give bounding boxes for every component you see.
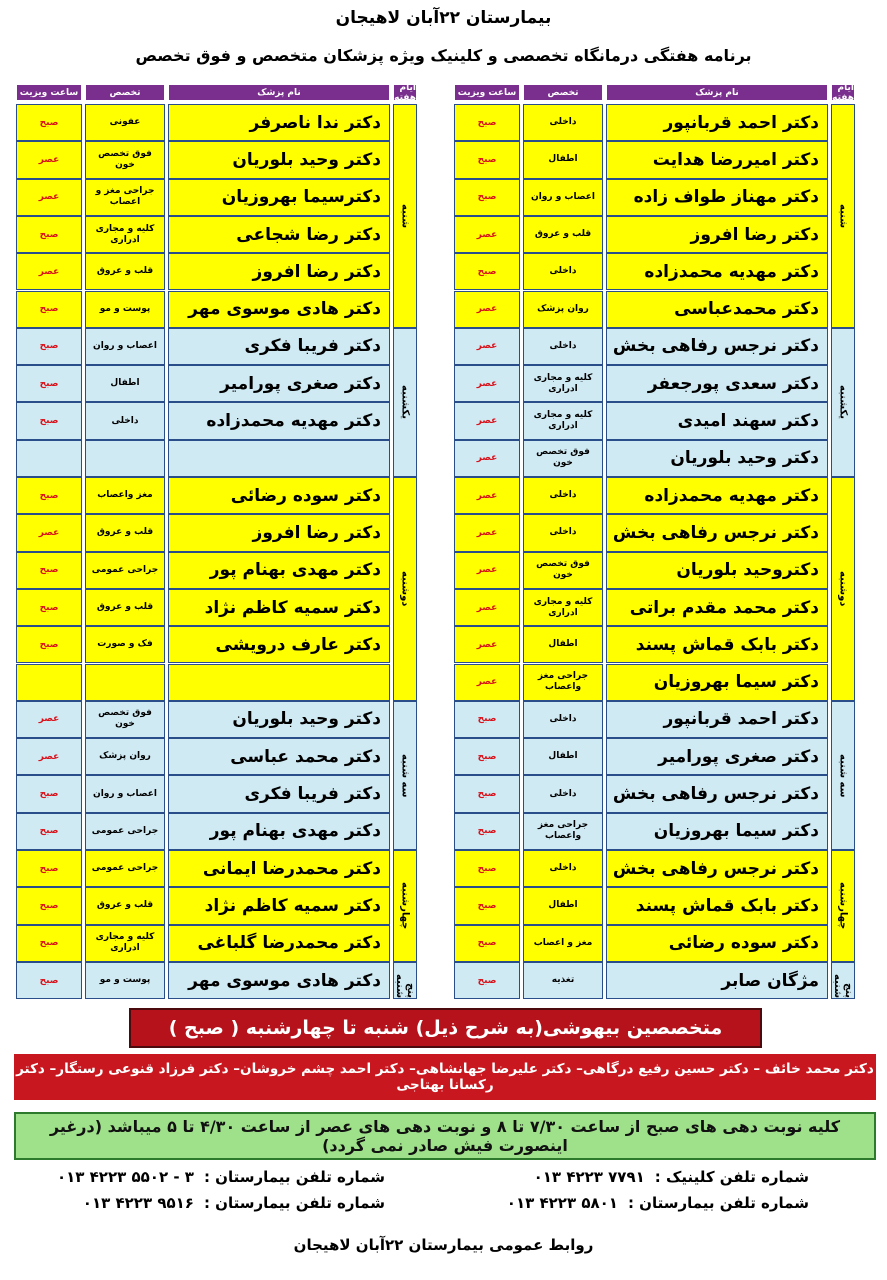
specialty: روان پزشک: [85, 738, 165, 775]
specialty: اعصاب و روان: [85, 328, 165, 365]
doctor-name: دکتر سیما بهروزیان: [606, 664, 828, 701]
specialty: جراحی عمومی: [85, 850, 165, 887]
specialty: [85, 440, 165, 477]
visit-time: صبح: [16, 887, 82, 924]
visit-time: عصر: [16, 253, 82, 290]
visit-time: صبح: [16, 552, 82, 589]
specialty: جراحی مغز واعصاب: [523, 813, 603, 850]
specialty: داخلی: [523, 701, 603, 738]
column-header-doctor: نام پزشک: [168, 84, 390, 101]
phone-label: شماره تلفن کلینیک :: [654, 1168, 809, 1186]
specialty: مغز واعصاب: [85, 477, 165, 514]
doctor-name: دکتر محمد مقدم براتی: [606, 589, 828, 626]
column-header-specialty: تخصص: [523, 84, 603, 101]
visit-time: صبح: [454, 141, 520, 178]
day-label: شنبه: [831, 104, 855, 328]
doctor-name: دکتر سمیه کاظم نژاد: [168, 589, 390, 626]
doctor-name: دکتر فریبا فکری: [168, 775, 390, 812]
doctor-name: دکتر سوده رضائی: [606, 925, 828, 962]
specialty: اعصاب و روان: [85, 775, 165, 812]
day-label: سه شنبه: [831, 701, 855, 850]
page-title: بیمارستان ۲۲آبان لاهیجان: [335, 8, 552, 28]
doctor-name: دکتر بابک قماش پسند: [606, 887, 828, 924]
doctor-name: دکتر احمد قربانپور: [606, 104, 828, 141]
visit-time: صبح: [16, 626, 82, 663]
specialty: فوق تخصص خون: [85, 701, 165, 738]
column-header-time: ساعت ویزیت: [454, 84, 520, 101]
phone-label: شماره تلفن بیمارستان :: [627, 1194, 809, 1212]
visit-time: صبح: [454, 850, 520, 887]
visit-time: صبح: [454, 738, 520, 775]
specialty: داخلی: [523, 104, 603, 141]
specialty: جراحی عمومی: [85, 552, 165, 589]
day-label: چهارشنبه: [393, 850, 417, 962]
doctor-name: دکتر محمد عباسی: [168, 738, 390, 775]
specialty: قلب و عروق: [85, 514, 165, 551]
doctor-name: دکتر وحید بلوریان: [606, 440, 828, 477]
doctor-name: دکتر مهدیه محمدزاده: [606, 253, 828, 290]
appointment-note: کلیه نوبت دهی های صبح از ساعت ۷/۳۰ تا ۸ و نوبت دهی های عصر از ساعت ۴/۳۰ تا ۵ میباشد (درغیر اینصورت فیش صادر نمی گردد): [14, 1112, 876, 1160]
visit-time: صبح: [16, 589, 82, 626]
anesthesia-doctors: دکتر محمد خائف – دکتر حسین رفیع درگاهی– دکتر علیرضا جهانشاهی– دکتر احمد چشم خروشان– دکتر فرزاد قنوعی رستگار– دکتر رکسانا بهتاجی: [14, 1054, 876, 1100]
doctor-name: دکتر نرجس رفاهی بخش: [606, 514, 828, 551]
specialty: کلیه و مجاری ادراری: [85, 925, 165, 962]
visit-time: عصر: [454, 477, 520, 514]
visit-time: صبح: [454, 179, 520, 216]
visit-time: عصر: [16, 179, 82, 216]
doctor-name: دکتر محمدعباسی: [606, 291, 828, 328]
anesthesia-banner: متخصصین بیهوشی(به شرح ذیل) شنبه تا چهارشنبه ( صبح ): [129, 1008, 762, 1048]
doctor-name: دکتر صغری پورامیر: [606, 738, 828, 775]
visit-time: صبح: [16, 365, 82, 402]
day-label: سه شنبه: [393, 701, 417, 850]
visit-time: عصر: [454, 402, 520, 439]
doctor-name: دکتر مهناز طواف زاده: [606, 179, 828, 216]
doctor-name: دکتر سیما بهروزیان: [606, 813, 828, 850]
phone-label: شماره تلفن بیمارستان :: [203, 1194, 385, 1212]
visit-time: صبح: [454, 887, 520, 924]
visit-time: عصر: [16, 141, 82, 178]
visit-time: صبح: [16, 925, 82, 962]
specialty: اطفال: [523, 738, 603, 775]
day-label: پنج شنبه: [393, 962, 417, 999]
doctor-name: دکتر رضا افروز: [168, 253, 390, 290]
phone-number: ۰۱۳ ۴۲۲۳ ۵۵۰۲ - ۳: [56, 1168, 194, 1186]
specialty: داخلی: [85, 402, 165, 439]
visit-time: عصر: [16, 514, 82, 551]
specialty: اطفال: [523, 626, 603, 663]
phone-hospital-1: [507, 1194, 809, 1212]
doctor-name: دکتر مهدیه محمدزاده: [168, 402, 390, 439]
specialty: اطفال: [523, 141, 603, 178]
doctor-name: [168, 664, 390, 701]
visit-time: عصر: [454, 440, 520, 477]
visit-time: صبح: [454, 925, 520, 962]
visit-time: صبح: [454, 701, 520, 738]
doctor-name: مژگان صابر: [606, 962, 828, 999]
specialty: قلب و عروق: [85, 253, 165, 290]
specialty: جراحی مغز و اعصاب: [85, 179, 165, 216]
specialty: جراحی مغز واعصاب: [523, 664, 603, 701]
doctor-name: دکتر فریبا فکری: [168, 328, 390, 365]
phone-clinic: [534, 1168, 809, 1186]
column-header-day: ایام هفته: [832, 82, 854, 103]
visit-time: صبح: [454, 104, 520, 141]
doctor-name: دکتر وحید بلوریان: [168, 141, 390, 178]
visit-time: عصر: [454, 552, 520, 589]
specialty: اطفال: [523, 887, 603, 924]
day-label: پنج شنبه: [831, 962, 855, 999]
doctor-name: دکتر سوده رضائی: [168, 477, 390, 514]
visit-time: عصر: [454, 291, 520, 328]
specialty: داخلی: [523, 775, 603, 812]
doctor-name: دکتروحید بلوریان: [606, 552, 828, 589]
specialty: عفونی: [85, 104, 165, 141]
specialty: پوست و مو: [85, 962, 165, 999]
day-label: دوشنبه: [831, 477, 855, 701]
specialty: فوق تخصص خون: [85, 141, 165, 178]
doctor-name: دکتر بابک قماش پسند: [606, 626, 828, 663]
visit-time: صبح: [454, 813, 520, 850]
doctor-name: دکتر سمیه کاظم نژاد: [168, 887, 390, 924]
doctor-name: دکتر احمد قربانپور: [606, 701, 828, 738]
visit-time: صبح: [454, 253, 520, 290]
doctor-name: دکتر سهند امیدی: [606, 402, 828, 439]
visit-time: عصر: [454, 664, 520, 701]
visit-time: صبح: [16, 813, 82, 850]
doctor-name: دکتر ندا ناصرفر: [168, 104, 390, 141]
page-subtitle: برنامه هفتگی درمانگاه تخصصی و کلینیک ویژه پزشکان متخصص و فوق تخصص: [135, 46, 752, 65]
visit-time: صبح: [16, 328, 82, 365]
doctor-name: دکتر وحید بلوریان: [168, 701, 390, 738]
column-header-specialty: تخصص: [85, 84, 165, 101]
specialty: مغز و اعصاب: [523, 925, 603, 962]
specialty: فک و صورت: [85, 626, 165, 663]
visit-time: صبح: [16, 291, 82, 328]
visit-time: صبح: [16, 850, 82, 887]
doctor-name: [168, 440, 390, 477]
specialty: اطفال: [85, 365, 165, 402]
specialty: جراحی عمومی: [85, 813, 165, 850]
specialty: فوق تخصص خون: [523, 552, 603, 589]
doctor-name: دکتر هادی موسوی مهر: [168, 291, 390, 328]
day-label: یکشنبه: [393, 328, 417, 477]
day-label: یکشنبه: [831, 328, 855, 477]
column-header-doctor: نام پزشک: [606, 84, 828, 101]
doctor-name: دکتر مهدی بهنام پور: [168, 813, 390, 850]
specialty: قلب و عروق: [523, 216, 603, 253]
visit-time: صبح: [16, 775, 82, 812]
doctor-name: دکتر محمدرضا ایمانی: [168, 850, 390, 887]
visit-time: صبح: [454, 962, 520, 999]
doctor-name: دکتر امیررضا هدایت: [606, 141, 828, 178]
visit-time: صبح: [16, 477, 82, 514]
doctor-name: دکتر سعدی پورجعفر: [606, 365, 828, 402]
phone-number: ۰۱۳ ۴۲۲۳ ۷۷۹۱: [533, 1168, 645, 1186]
specialty: قلب و عروق: [85, 887, 165, 924]
specialty: پوست و مو: [85, 291, 165, 328]
specialty: کلیه و مجاری ادراری: [85, 216, 165, 253]
visit-time: عصر: [454, 328, 520, 365]
visit-time: عصر: [454, 514, 520, 551]
specialty: داخلی: [523, 514, 603, 551]
visit-time: عصر: [454, 626, 520, 663]
visit-time: صبح: [16, 216, 82, 253]
phone-hospital-3: [83, 1194, 385, 1212]
doctor-name: دکتر مهدیه محمدزاده: [606, 477, 828, 514]
visit-time: عصر: [16, 701, 82, 738]
specialty: کلیه و مجاری ادراری: [523, 402, 603, 439]
specialty: داخلی: [523, 253, 603, 290]
footer-text: روابط عمومی بیمارستان ۲۲آبان لاهیجان: [293, 1236, 594, 1254]
visit-time: عصر: [454, 589, 520, 626]
phone-number: ۰۱۳ ۴۲۲۳ ۹۵۱۶: [82, 1194, 194, 1212]
specialty: داخلی: [523, 328, 603, 365]
doctor-name: دکتر رضا شجاعی: [168, 216, 390, 253]
doctor-name: دکتر رضا افروز: [168, 514, 390, 551]
doctor-name: دکتر رضا افروز: [606, 216, 828, 253]
visit-time: [16, 440, 82, 477]
doctor-name: دکتر عارف درویشی: [168, 626, 390, 663]
specialty: فوق تخصص خون: [523, 440, 603, 477]
specialty: اعصاب و روان: [523, 179, 603, 216]
specialty: [85, 664, 165, 701]
visit-time: صبح: [16, 962, 82, 999]
day-label: شنبه: [393, 104, 417, 328]
visit-time: [16, 664, 82, 701]
visit-time: صبح: [16, 104, 82, 141]
visit-time: صبح: [16, 402, 82, 439]
doctor-name: دکتر نرجس رفاهی بخش: [606, 775, 828, 812]
doctor-name: دکتر نرجس رفاهی بخش: [606, 850, 828, 887]
doctor-name: دکتر هادی موسوی مهر: [168, 962, 390, 999]
day-label: چهارشنبه: [831, 850, 855, 962]
specialty: روان پزشک: [523, 291, 603, 328]
doctor-name: دکتر صغری پورامیر: [168, 365, 390, 402]
visit-time: عصر: [16, 738, 82, 775]
specialty: داخلی: [523, 850, 603, 887]
visit-time: صبح: [454, 775, 520, 812]
specialty: کلیه و مجاری ادراری: [523, 365, 603, 402]
doctor-name: دکتر مهدی بهنام پور: [168, 552, 390, 589]
phone-number: ۰۱۳ ۴۲۲۳ ۵۸۰۱: [506, 1194, 618, 1212]
column-header-day: ایام هفته: [394, 82, 416, 103]
doctor-name: دکتر محمدرضا گلباغی: [168, 925, 390, 962]
specialty: کلیه و مجاری ادراری: [523, 589, 603, 626]
day-label: دوشنبه: [393, 477, 417, 701]
doctor-name: دکترسیما بهروزیان: [168, 179, 390, 216]
visit-time: عصر: [454, 216, 520, 253]
specialty: داخلی: [523, 477, 603, 514]
phone-label: شماره تلفن بیمارستان :: [203, 1168, 385, 1186]
doctor-name: دکتر نرجس رفاهی بخش: [606, 328, 828, 365]
specialty: تغذیه: [523, 962, 603, 999]
visit-time: عصر: [454, 365, 520, 402]
specialty: قلب و عروق: [85, 589, 165, 626]
column-header-time: ساعت ویزیت: [16, 84, 82, 101]
phone-hospital-2: [57, 1168, 385, 1186]
